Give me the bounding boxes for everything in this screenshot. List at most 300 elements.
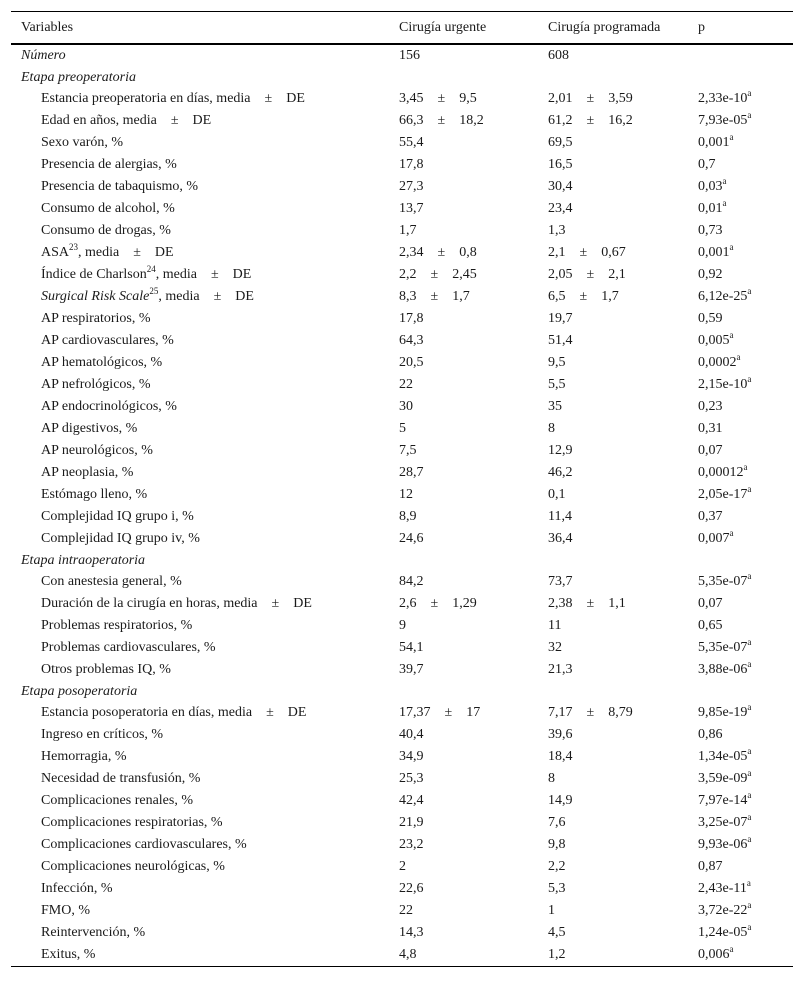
significance-mark: a xyxy=(747,484,752,494)
cell-urgente: 27,3 xyxy=(399,179,424,194)
row-label xyxy=(41,812,223,834)
header-p: p xyxy=(698,20,705,35)
table-row xyxy=(11,88,793,110)
cell-urgente: 7,5 xyxy=(399,443,417,458)
label-text: Problemas cardiovasculares, % xyxy=(41,640,216,655)
label-text: AP digestivos, % xyxy=(41,421,138,436)
cell-urgente xyxy=(399,264,477,286)
sd-value: 1,7 xyxy=(601,289,619,304)
table-row xyxy=(11,900,793,922)
cell-p xyxy=(698,352,741,374)
cell-p xyxy=(698,198,727,220)
p-value: 2,05e-17 xyxy=(698,487,748,502)
cell-urgente: 156 xyxy=(399,48,420,63)
p-value: 3,59e-09 xyxy=(698,771,748,786)
cell-programada: 1,2 xyxy=(548,947,566,962)
cell-p xyxy=(698,264,723,286)
row-label xyxy=(41,418,137,440)
p-value: 0,005 xyxy=(698,333,730,348)
cell-urgente: 2 xyxy=(399,859,406,874)
cell-p xyxy=(698,220,723,242)
cell-p xyxy=(698,528,734,550)
cell-p xyxy=(698,462,748,484)
cell-p xyxy=(698,440,723,462)
cell-urgente: 25,3 xyxy=(399,771,424,786)
p-value: 5,35e-07 xyxy=(698,574,748,589)
label-text: ASA xyxy=(41,245,70,260)
section-intraoperatoria xyxy=(11,550,793,571)
p-value: 0,65 xyxy=(698,618,723,633)
cell-p xyxy=(698,790,751,812)
label-text: FMO, % xyxy=(41,903,91,918)
table-row xyxy=(11,528,793,550)
cell-programada xyxy=(548,702,633,724)
de-label: DE xyxy=(235,289,254,304)
label-text: Edad en años, media xyxy=(41,113,157,128)
plus-minus: ± xyxy=(430,267,439,282)
row-label xyxy=(41,856,225,878)
cell-urgente: 23,2 xyxy=(399,837,424,852)
plus-minus: ± xyxy=(266,705,274,720)
cell-programada xyxy=(548,110,633,132)
label-text: AP neurológicos, % xyxy=(41,443,153,458)
significance-mark: a xyxy=(747,286,752,296)
cell-urgente: 17,8 xyxy=(399,311,424,326)
cell-p xyxy=(698,88,751,110)
mean-value: 2,6 xyxy=(399,596,417,611)
cell-p xyxy=(698,768,751,790)
p-value: 0,001 xyxy=(698,135,730,150)
cell-p xyxy=(698,132,734,154)
cell-programada: 32 xyxy=(548,640,562,655)
table-row xyxy=(11,615,793,637)
p-value: 0,73 xyxy=(698,223,723,238)
cell-p xyxy=(698,418,723,440)
cell-p xyxy=(698,637,751,659)
sd-value: 2,1 xyxy=(608,267,626,282)
p-value: 2,43e-11 xyxy=(698,881,747,896)
table-row xyxy=(11,834,793,856)
cell-programada: 9,8 xyxy=(548,837,566,852)
cell-programada: 7,6 xyxy=(548,815,566,830)
sd-value: 1,29 xyxy=(452,596,477,611)
significance-mark: a xyxy=(722,198,727,208)
cell-p xyxy=(698,286,751,308)
reference-number: 25 xyxy=(149,286,159,296)
significance-mark: a xyxy=(747,900,752,910)
label-text: Problemas respiratorios, % xyxy=(41,618,193,633)
p-value: 2,15e-10 xyxy=(698,377,748,392)
row-label xyxy=(41,176,198,198)
table-row xyxy=(11,132,793,154)
row-label xyxy=(41,834,247,856)
p-value: 0,0002 xyxy=(698,355,737,370)
cell-programada: 11 xyxy=(548,618,562,633)
row-label xyxy=(41,768,200,790)
cell-programada: 36,4 xyxy=(548,531,573,546)
row-label xyxy=(41,484,147,506)
cell-urgente: 14,3 xyxy=(399,925,424,940)
plus-minus: ± xyxy=(170,113,179,128)
label-text: AP neoplasia, % xyxy=(41,465,134,480)
label-text: Complejidad IQ grupo iv, % xyxy=(41,531,200,546)
mean-value: 66,3 xyxy=(399,113,424,128)
cell-programada: 0,1 xyxy=(548,487,566,502)
significance-mark: a xyxy=(747,746,752,756)
cell-p xyxy=(698,944,734,966)
row-label xyxy=(41,571,182,593)
row-label xyxy=(41,110,211,132)
table-row xyxy=(11,593,793,615)
significance-mark: a xyxy=(747,374,752,384)
row-label xyxy=(41,506,194,528)
p-value: 0,001 xyxy=(698,245,730,260)
row-label xyxy=(41,878,113,900)
row-label xyxy=(41,220,171,242)
plus-minus: ± xyxy=(213,289,222,304)
table-row xyxy=(11,198,793,220)
table-row-numero xyxy=(11,45,793,67)
sd-value: 16,2 xyxy=(608,113,633,128)
row-label xyxy=(41,528,200,550)
cell-programada: 1 xyxy=(548,903,555,918)
mean-value: 2,38 xyxy=(548,596,573,611)
label-text: AP endocrinológicos, % xyxy=(41,399,177,414)
label-text: Sexo varón, % xyxy=(41,135,124,150)
label-text: AP hematológicos, % xyxy=(41,355,163,370)
label-text: Consumo de drogas, % xyxy=(41,223,171,238)
plus-minus: ± xyxy=(437,91,446,106)
label-text: Estancia posoperatoria en días, media xyxy=(41,705,253,720)
cell-p xyxy=(698,593,723,615)
p-value: 0,59 xyxy=(698,311,723,326)
table-row xyxy=(11,462,793,484)
section-preoperatoria xyxy=(11,67,793,88)
row-label xyxy=(41,790,193,812)
significance-mark: a xyxy=(747,659,752,669)
label-text: AP respiratorios, % xyxy=(41,311,151,326)
cell-urgente: 42,4 xyxy=(399,793,424,808)
p-value: 1,34e-05 xyxy=(698,749,748,764)
p-value: 9,85e-19 xyxy=(698,705,748,720)
table-row xyxy=(11,242,793,264)
label-text: Presencia de alergias, % xyxy=(41,157,177,172)
plus-minus: ± xyxy=(586,113,595,128)
table-row xyxy=(11,110,793,132)
cell-urgente: 12 xyxy=(399,487,413,502)
label-text: AP cardiovasculares, % xyxy=(41,333,174,348)
row-label xyxy=(41,396,177,418)
row-label xyxy=(41,352,162,374)
table-row xyxy=(11,440,793,462)
cell-p xyxy=(698,878,751,900)
cell-programada: 4,5 xyxy=(548,925,566,940)
label-text: Exitus, % xyxy=(41,947,96,962)
cell-p xyxy=(698,659,751,681)
p-value: 3,72e-22 xyxy=(698,903,748,918)
row-label xyxy=(41,264,251,286)
sd-value: 0,67 xyxy=(601,245,626,260)
p-value: 0,23 xyxy=(698,399,723,414)
cell-urgente: 54,1 xyxy=(399,640,424,655)
table-row xyxy=(11,856,793,878)
sd-value: 3,59 xyxy=(608,91,633,106)
significance-mark: a xyxy=(729,944,734,954)
cell-programada xyxy=(548,88,633,110)
p-value: 3,88e-06 xyxy=(698,662,748,677)
label-text: Complejidad IQ grupo i, % xyxy=(41,509,194,524)
p-value: 0,07 xyxy=(698,596,723,611)
significance-mark: a xyxy=(747,812,752,822)
table-row xyxy=(11,330,793,352)
p-value: 0,87 xyxy=(698,859,723,874)
table-row xyxy=(11,176,793,198)
plus-minus: ± xyxy=(271,596,280,611)
plus-minus: ± xyxy=(133,245,141,260)
row-label xyxy=(41,922,145,944)
cell-programada: 51,4 xyxy=(548,333,573,348)
bottom-rule xyxy=(11,966,793,967)
cell-p xyxy=(698,154,716,176)
row-label xyxy=(41,593,312,615)
row-label xyxy=(41,330,174,352)
cell-p xyxy=(698,308,723,330)
row-label xyxy=(41,659,171,681)
table-row xyxy=(11,724,793,746)
cell-urgente xyxy=(399,88,477,110)
row-label xyxy=(41,308,151,330)
label-text: Reintervención, % xyxy=(41,925,146,940)
data-table xyxy=(11,11,793,967)
label-text: Índice de Charlson xyxy=(41,267,147,282)
cell-urgente: 30 xyxy=(399,399,413,414)
row-label xyxy=(41,286,254,308)
cell-programada: 39,6 xyxy=(548,727,573,742)
significance-mark: a xyxy=(747,768,752,778)
p-value: 0,92 xyxy=(698,267,723,282)
cell-programada: 19,7 xyxy=(548,311,573,326)
cell-p xyxy=(698,396,723,418)
cell-p xyxy=(698,812,751,834)
p-value: 0,7 xyxy=(698,157,716,172)
label-suffix: , media xyxy=(78,245,120,260)
plus-minus: ± xyxy=(579,289,588,304)
section-title: Etapa intraoperatoria xyxy=(21,553,146,568)
cell-programada: 18,4 xyxy=(548,749,573,764)
row-label xyxy=(41,944,95,966)
table-row xyxy=(11,154,793,176)
table-row xyxy=(11,702,793,724)
sd-value: 2,45 xyxy=(452,267,477,282)
significance-mark: a xyxy=(729,528,734,538)
row-label xyxy=(41,242,174,264)
label-text: Complicaciones renales, % xyxy=(41,793,194,808)
p-value: 0,03 xyxy=(698,179,723,194)
p-value: 0,01 xyxy=(698,201,723,216)
mean-value: 2,01 xyxy=(548,91,573,106)
cell-p xyxy=(698,374,751,396)
row-label xyxy=(41,702,306,724)
row-label xyxy=(41,746,127,768)
cell-urgente: 17,8 xyxy=(399,157,424,172)
significance-mark: a xyxy=(729,242,734,252)
cell-programada: 608 xyxy=(548,48,569,63)
reference-number: 23 xyxy=(69,242,79,252)
plus-minus: ± xyxy=(579,245,588,260)
cell-p xyxy=(698,242,734,264)
cell-urgente xyxy=(399,110,484,132)
significance-mark: a xyxy=(722,176,727,186)
cell-urgente: 20,5 xyxy=(399,355,424,370)
label-text: Hemorragia, % xyxy=(41,749,127,764)
mean-value: 61,2 xyxy=(548,113,573,128)
mean-value: 2,1 xyxy=(548,245,566,260)
significance-mark: a xyxy=(747,922,752,932)
table-row xyxy=(11,790,793,812)
cell-programada: 12,9 xyxy=(548,443,573,458)
table-row xyxy=(11,746,793,768)
plus-minus: ± xyxy=(264,91,273,106)
mean-value: 2,2 xyxy=(399,267,417,282)
cell-programada: 30,4 xyxy=(548,179,573,194)
significance-mark: a xyxy=(747,637,752,647)
label-suffix: , media xyxy=(155,267,197,282)
section-posoperatoria-rows xyxy=(11,702,793,966)
p-value: 0,006 xyxy=(698,947,730,962)
plus-minus: ± xyxy=(437,113,446,128)
plus-minus: ± xyxy=(430,596,439,611)
p-value: 7,97e-14 xyxy=(698,793,748,808)
de-label: DE xyxy=(232,267,252,282)
plus-minus: ± xyxy=(430,289,439,304)
label-text: AP nefrológicos, % xyxy=(41,377,151,392)
row-label xyxy=(41,900,90,922)
label-suffix: , media xyxy=(158,289,200,304)
cell-programada: 69,5 xyxy=(548,135,573,150)
table-row xyxy=(11,768,793,790)
header-programada: Cirugía programada xyxy=(548,20,661,35)
row-label xyxy=(41,198,175,220)
p-value: 0,00012 xyxy=(698,465,744,480)
cell-p xyxy=(698,834,751,856)
label-text: Complicaciones respiratorias, % xyxy=(41,815,223,830)
cell-p xyxy=(698,746,751,768)
cell-urgente: 40,4 xyxy=(399,727,424,742)
cell-p xyxy=(698,900,751,922)
table-row xyxy=(11,418,793,440)
label-text: Estancia preoperatoria en días, media xyxy=(41,91,251,106)
sd-value: 9,5 xyxy=(459,91,477,106)
row-label xyxy=(41,615,192,637)
section-title: Etapa preoperatoria xyxy=(21,70,136,85)
cell-programada: 5,5 xyxy=(548,377,566,392)
significance-mark: a xyxy=(747,88,752,98)
label-text: Con anestesia general, % xyxy=(41,574,182,589)
de-label: DE xyxy=(154,245,174,260)
significance-mark: a xyxy=(747,834,752,844)
section-intraoperatoria-rows xyxy=(11,571,793,681)
significance-mark: a xyxy=(747,790,752,800)
significance-mark: a xyxy=(747,110,752,120)
cell-programada: 21,3 xyxy=(548,662,573,677)
cell-urgente: 84,2 xyxy=(399,574,424,589)
significance-mark: a xyxy=(729,330,734,340)
p-value: 0,007 xyxy=(698,531,730,546)
plus-minus: ± xyxy=(586,91,595,106)
sd-value: 1,7 xyxy=(452,289,470,304)
table-row xyxy=(11,374,793,396)
cell-p xyxy=(698,330,734,352)
label-text: Consumo de alcohol, % xyxy=(41,201,175,216)
cell-p xyxy=(698,615,723,637)
plus-minus: ± xyxy=(586,596,595,611)
plus-minus: ± xyxy=(586,705,595,720)
de-label: DE xyxy=(293,596,312,611)
table-row xyxy=(11,812,793,834)
header-variables: Variables xyxy=(21,20,74,35)
sd-value: 17 xyxy=(466,705,481,720)
table-row xyxy=(11,220,793,242)
p-value: 7,93e-05 xyxy=(698,113,748,128)
table-row xyxy=(11,396,793,418)
table-row xyxy=(11,944,793,966)
row-label xyxy=(41,724,163,746)
p-value: 0,07 xyxy=(698,443,723,458)
cell-urgente: 1,7 xyxy=(399,223,417,238)
table-row xyxy=(11,286,793,308)
label-text: Necesidad de transfusión, % xyxy=(41,771,201,786)
table-row xyxy=(11,484,793,506)
sd-value: 0,8 xyxy=(459,245,477,260)
cell-programada: 2,2 xyxy=(548,859,566,874)
table-row xyxy=(11,637,793,659)
cell-urgente: 22,6 xyxy=(399,881,424,896)
label-text: Complicaciones cardiovasculares, % xyxy=(41,837,247,852)
plus-minus: ± xyxy=(437,245,446,260)
sd-value: 8,79 xyxy=(608,705,633,720)
significance-mark: a xyxy=(747,571,752,581)
de-label: DE xyxy=(286,91,305,106)
cell-urgente: 21,9 xyxy=(399,815,424,830)
cell-urgente: 55,4 xyxy=(399,135,424,150)
cell-programada: 73,7 xyxy=(548,574,573,589)
table-row xyxy=(11,506,793,528)
cell-urgente: 39,7 xyxy=(399,662,424,677)
row-label xyxy=(41,374,151,396)
de-label: DE xyxy=(287,705,307,720)
cell-programada: 46,2 xyxy=(548,465,573,480)
label-text: Surgical Risk Scale xyxy=(41,289,150,304)
mean-value: 2,34 xyxy=(399,245,424,260)
table-row xyxy=(11,878,793,900)
cell-programada xyxy=(548,242,626,264)
row-label xyxy=(41,154,177,176)
mean-value: 8,3 xyxy=(399,289,417,304)
p-value: 3,25e-07 xyxy=(698,815,748,830)
reference-number: 24 xyxy=(146,264,156,274)
row-label xyxy=(41,462,133,484)
cell-p xyxy=(698,571,751,593)
cell-p xyxy=(698,506,723,528)
p-value: 0,86 xyxy=(698,727,723,742)
header-row xyxy=(11,12,793,43)
cell-p xyxy=(698,110,751,132)
cell-urgente: 22 xyxy=(399,377,413,392)
label-text: Duración de la cirugía en horas, media xyxy=(41,596,258,611)
cell-urgente xyxy=(399,702,480,724)
label-text: Ingreso en críticos, % xyxy=(41,727,164,742)
table-row xyxy=(11,922,793,944)
